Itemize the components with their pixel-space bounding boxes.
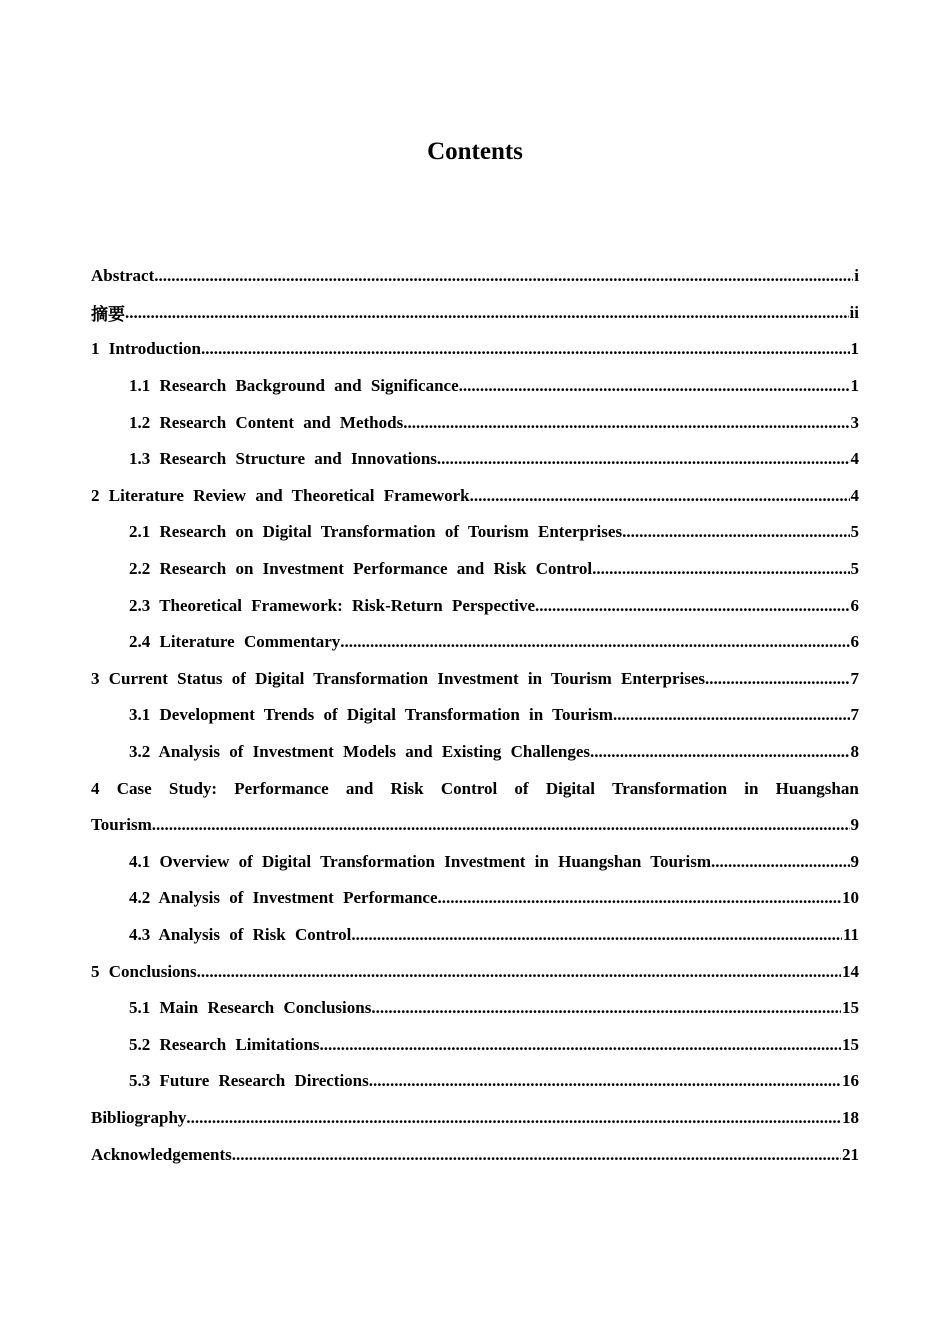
toc-entry-label: Abstract [91,266,155,286]
toc-entry-label: 1.3 Research Structure and Innovations [129,449,437,469]
toc-page-number: 9 [850,815,859,835]
toc-page-number: 8 [850,742,859,762]
toc-entry-section-4-3[interactable] [91,917,859,954]
table-of-contents [91,258,859,1173]
toc-entry-label: 5.3 Future Research Directions [129,1071,369,1091]
page-title: Contents [427,138,523,165]
toc-entry-bibliography[interactable] [91,1100,859,1137]
dot-leader [197,962,841,982]
dot-leader [232,1145,841,1165]
dot-leader [437,449,850,469]
toc-word: Risk [390,778,424,798]
toc-word: 4 [91,778,100,798]
toc-word: Control [440,778,498,798]
toc-entry-chapter-3[interactable] [91,661,859,698]
toc-entry-section-5-1[interactable] [91,990,859,1027]
toc-entry-section-4-2[interactable] [91,880,859,917]
toc-page-number: 10 [842,888,859,908]
toc-word: Huangshan [775,778,859,798]
toc-page-number: 5 [850,559,859,579]
toc-word: Digital [545,778,595,798]
toc-entry-section-2-3[interactable] [91,587,859,624]
toc-page-number: 21 [842,1144,859,1164]
toc-page-number: 1 [850,339,859,359]
dot-leader [438,888,842,908]
dot-leader [186,1108,841,1128]
toc-entry-section-2-2[interactable] [91,551,859,588]
toc-entry-section-5-3[interactable] [91,1063,859,1100]
toc-page-number: i [854,266,859,286]
toc-page-number: ii [849,302,859,322]
toc-entry-section-4-1[interactable] [91,844,859,881]
toc-entry-label: 2 Literature Review and Theoretical Framework [91,485,470,505]
toc-entry-abstract[interactable] [91,258,859,295]
toc-page-number: 7 [850,705,859,725]
toc-word: of [514,778,529,798]
toc-page-number: 16 [842,1071,859,1091]
toc-entry-label: 4.3 Analysis of Risk Control [129,924,352,944]
toc-entry-label: 1.1 Research Background and Significance [129,376,459,396]
toc-entry-label: 5.1 Main Research Conclusions [129,998,372,1018]
toc-page-number: 14 [842,961,859,981]
toc-page-number: 6 [850,632,859,652]
dot-leader [125,303,849,323]
toc-entry-section-5-2[interactable] [91,1026,859,1063]
dot-leader [613,705,850,725]
dot-leader [535,596,849,616]
toc-entry-label: 1 Introduction [91,339,202,359]
dot-leader [371,998,841,1018]
toc-page-number: 5 [850,522,859,542]
toc-entry-label: Bibliography [91,1107,187,1127]
toc-entry-label-line-2: Tourism [91,815,152,835]
toc-page-number: 15 [842,998,859,1018]
toc-entry-section-3-2[interactable] [91,734,859,771]
dot-leader [201,339,849,359]
toc-entry-acknowledgements[interactable] [91,1136,859,1173]
toc-entry-section-1-3[interactable] [91,441,859,478]
toc-entry-section-2-1[interactable] [91,514,859,551]
toc-entry-label: 2.3 Theoretical Framework: Risk-Return Perspective [129,595,536,615]
dot-leader [320,1035,841,1055]
dot-leader [592,559,849,579]
toc-entry-chapter-2[interactable] [91,478,859,515]
dot-leader [470,486,850,506]
toc-word: Transformation [612,778,728,798]
toc-entry-label: 5 Conclusions [91,961,197,981]
toc-entry-label: 2.4 Literature Commentary [129,632,341,652]
toc-entry-section-1-2[interactable] [91,404,859,441]
dot-leader [340,632,849,652]
toc-page-number: 3 [850,412,859,432]
toc-page-number: 4 [850,449,859,469]
toc-entry-label: 2.2 Research on Investment Performance and Risk Control [129,559,593,579]
toc-entry-chapter-4[interactable] [91,770,859,807]
toc-entry-label: 3.2 Analysis of Investment Models and Existing Challenges [129,742,590,762]
toc-word: in [744,778,759,798]
toc-page-number: 18 [842,1107,859,1127]
toc-page-number: 6 [850,595,859,615]
toc-entry-chapter-1[interactable] [91,331,859,368]
toc-entry-section-2-4[interactable] [91,624,859,661]
dot-leader [459,376,850,396]
toc-page-number: 11 [842,924,859,944]
toc-entry-section-3-1[interactable] [91,697,859,734]
dot-leader [590,742,850,762]
toc-entry-label-line-1 [91,779,859,799]
toc-page-number: 1 [850,376,859,396]
toc-word: Performance [234,778,329,798]
toc-entry-label: 3.1 Development Trends of Digital Transformation in Tourism [129,705,613,725]
toc-entry-label: 2.1 Research on Digital Transformation of Tourism Enterprises [129,522,623,542]
dot-leader [369,1071,841,1091]
toc-page-number: 7 [850,668,859,688]
toc-page-number: 15 [842,1034,859,1054]
toc-entry-chinese-abstract[interactable] [91,295,859,332]
dot-leader [152,815,850,835]
toc-entry-chapter-5[interactable] [91,953,859,990]
toc-page-number: 9 [850,851,859,871]
toc-entry-chapter-4-continued[interactable] [91,807,859,844]
dot-leader [154,266,853,286]
toc-entry-label: 5.2 Research Limitations [129,1034,320,1054]
toc-page-number: 4 [850,485,859,505]
toc-entry-label: 4.1 Overview of Digital Transformation Investment in Huangshan Tourism [129,851,711,871]
toc-entry-label: 1.2 Research Content and Methods [129,412,404,432]
toc-word: Case [116,778,152,798]
dot-leader [622,522,849,542]
dot-leader [705,669,849,689]
toc-entry-label: 4.2 Analysis of Investment Performance [129,888,438,908]
dot-leader [351,925,842,945]
toc-entry-section-1-1[interactable] [91,368,859,405]
toc-word: and [345,778,374,798]
toc-word: Study: [168,778,218,798]
toc-entry-label: 摘要 [91,305,125,325]
dot-leader [711,852,850,872]
toc-entry-label: Acknowledgements [91,1144,232,1164]
toc-entry-label: 3 Current Status of Digital Transformation Investment in Tourism Enterprises [91,668,706,688]
dot-leader [403,413,849,433]
